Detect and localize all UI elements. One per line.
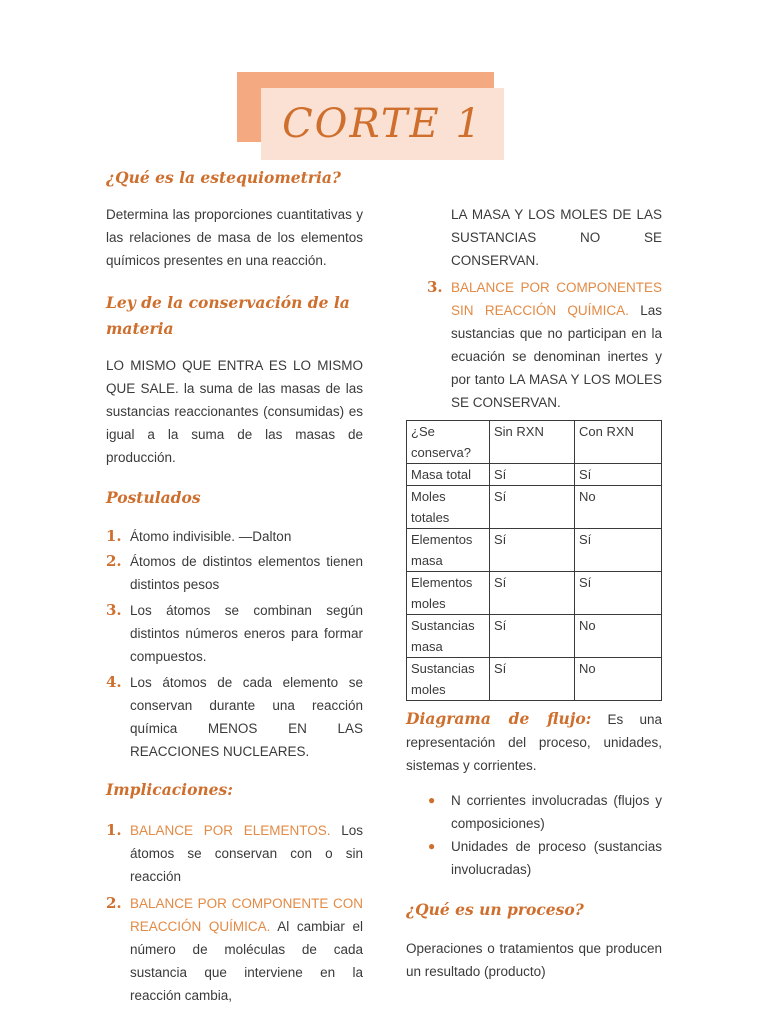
list-number: 2. (106, 552, 122, 570)
table-row (407, 486, 662, 529)
implications-list-continued (406, 276, 662, 414)
list-text (130, 819, 363, 888)
table-cell: Sí (490, 572, 575, 615)
table-cell: Elementos moles (407, 572, 490, 615)
table-cell: Sí (575, 529, 662, 572)
body-text: Los átomos se conservan con o sin reacción (130, 823, 363, 884)
conservation-law-text: LO MISMO QUE ENTRA ES LO MISMO QUE SALE. la suma de las masas de las sustancias reaccionantes (consumidas) es igual a la suma de las masas de producción. (106, 358, 363, 465)
table-cell: No (575, 486, 662, 529)
list-text: N corrientes involucradas (flujos y composiciones) (451, 793, 662, 831)
process-text: Operaciones o tratamientos que producen un resultado (producto) (406, 941, 662, 979)
list-text: Átomos de distintos elementos tienen distintos pesos (130, 554, 363, 592)
list-number: 1. (106, 821, 122, 839)
postulates-heading: Postulados (106, 488, 201, 507)
table-cell: Elementos masa (407, 529, 490, 572)
body-text: Las sustancias que no participan en la ecuación se denominan inertes y por tanto LA MASA Y LOS MOLES SE CONSERVAN. (451, 303, 662, 410)
list-text: Unidades de proceso (sustancias involucradas) (451, 839, 662, 877)
highlight-text: BALANCE POR ELEMENTOS. (130, 823, 331, 838)
body-text: Al cambiar el número de moléculas de cada sustancia que interviene en la reacción cambia, (130, 919, 363, 1003)
table-cell: Sí (490, 658, 575, 701)
table-cell: Sí (490, 486, 575, 529)
table-row (407, 615, 662, 658)
list-text: Átomo indivisible. —Dalton (130, 529, 292, 544)
table-cell: Sí (490, 464, 575, 486)
conservation-table (406, 420, 662, 701)
process-heading: ¿Qué es un proceso? (406, 900, 584, 919)
list-text (451, 276, 662, 414)
highlight-text: BALANCE POR COMPONENTE CON REACCIÓN QUÍMICA. (130, 896, 363, 934)
stoichiometry-text: Determina las proporciones cuantitativas y las relaciones de masa de los elementos químicos presentes en una reacción. (106, 207, 363, 268)
table-row (407, 529, 662, 572)
table-cell: Sí (490, 529, 575, 572)
implications-list (106, 819, 363, 1007)
flow-diagram-text: Es una representación del proceso, unidades, sistemas y corrientes. (406, 712, 662, 773)
list-number: 2. (106, 894, 122, 912)
list-item (106, 599, 363, 668)
list-number: 3. (427, 278, 443, 296)
list-number: 3. (106, 601, 122, 619)
list-number: 4. (106, 673, 122, 691)
list-item (428, 789, 662, 835)
conservation-law-heading: Ley de la conservación de la materia (106, 293, 350, 338)
table-header-cell: Sin RXN (490, 421, 575, 464)
table-header-cell: ¿Se conserva? (407, 421, 490, 464)
table-row (407, 572, 662, 615)
list-item (106, 550, 363, 596)
table-cell: Sí (490, 615, 575, 658)
list-item (106, 671, 363, 763)
table-row (407, 464, 662, 486)
table-cell: No (575, 658, 662, 701)
table-header-cell: Con RXN (575, 421, 662, 464)
list-item (106, 819, 363, 888)
page-title: CORTE 1 (282, 100, 483, 147)
bullet-dot-icon: ● (428, 839, 436, 853)
postulates-list (106, 525, 363, 763)
list-text (130, 892, 363, 1007)
highlight-text: BALANCE POR COMPONENTES SIN REACCIÓN QUÍMICA. (451, 280, 662, 318)
list-text: Los átomos se combinan según distintos números eneros para formar compuestos. (130, 603, 363, 664)
table-header-row (407, 421, 662, 464)
table-cell: Moles totales (407, 486, 490, 529)
table-cell: Sustancias masa (407, 615, 490, 658)
continuation-text: LA MASA Y LOS MOLES DE LAS SUSTANCIAS NO SE CONSERVAN. (451, 207, 662, 268)
list-number: 1. (106, 527, 122, 545)
list-text: Los átomos de cada elemento se conservan durante una reacción química MENOS EN LAS REACCIONES NUCLEARES. (130, 675, 363, 759)
table-cell: Sustancias moles (407, 658, 490, 701)
left-column (106, 165, 363, 1007)
flow-diagram-heading: Diagrama de flujo: (406, 709, 592, 728)
list-item (427, 276, 662, 414)
right-column (406, 203, 662, 983)
table-cell: No (575, 615, 662, 658)
table-cell: Sí (575, 464, 662, 486)
flow-diagram-paragraph (406, 707, 662, 777)
stoichiometry-heading: ¿Qué es la estequiometria? (106, 168, 341, 187)
table-cell: Sí (575, 572, 662, 615)
flow-diagram-bullets (406, 789, 662, 881)
list-item (106, 892, 363, 1007)
implications-heading: Implicaciones: (106, 780, 233, 799)
table-row (407, 658, 662, 701)
table-cell: Masa total (407, 464, 490, 486)
list-item (106, 525, 363, 548)
bullet-dot-icon: ● (428, 793, 436, 807)
list-item (428, 835, 662, 881)
